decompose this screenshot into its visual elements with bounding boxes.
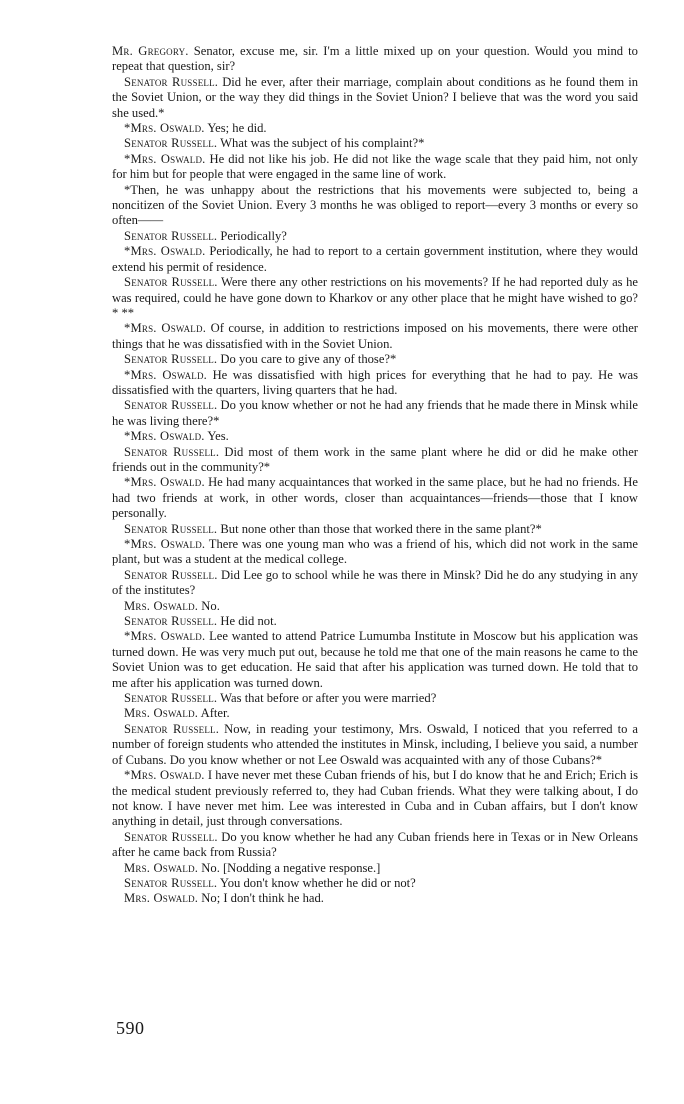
speaker-name: Mrs. Oswald. [124, 891, 199, 906]
transcript-paragraph [112, 121, 638, 136]
speech-text: I have never met these Cuban friends of his, but I do know that he and Erich; Erich is the medical student previously referred to, they had Cuban friends. What they were talking about, I do not know. I have never met him. Lee was interested in Cuba and in Cuban affairs, but I don't know anything in detail, just through conversations. [112, 768, 638, 829]
speech-text: He was dissatisfied with high prices for everything that he had to pay. He was dissatisfied with the quarters, living quarters that he had. [112, 367, 638, 397]
transcript-paragraph [112, 475, 638, 521]
transcript-paragraph [112, 445, 638, 476]
speaker-name: *Mrs. Oswald. [124, 367, 208, 382]
transcript-paragraph [112, 352, 638, 367]
speaker-name: Senator Russell. [124, 521, 218, 536]
speaker-name: Senator Russell. [124, 228, 218, 243]
speaker-name: *Mrs. Oswald. [124, 151, 206, 166]
speaker-name: *Mrs. Oswald. [124, 321, 207, 336]
speaker-name: *Mrs. Oswald. [124, 429, 205, 444]
speech-text: Yes. [204, 429, 229, 444]
transcript-paragraph [112, 244, 638, 275]
transcript-paragraph [112, 229, 638, 244]
speaker-name: *Mrs. Oswald. [124, 121, 205, 136]
transcript-paragraph [112, 537, 638, 568]
speaker-name: Senator Russell. [124, 74, 219, 89]
transcript-paragraph [112, 691, 638, 706]
transcript-paragraph [112, 275, 638, 321]
transcript-paragraph [112, 614, 638, 629]
transcript-paragraph [112, 861, 638, 876]
speech-text: Senator, excuse me, sir. I'm a little mixed up on your question. Would you mind to repeat that question, sir? [112, 44, 638, 74]
transcript-paragraph [112, 891, 638, 906]
speech-text: What was the subject of his complaint?* [217, 136, 425, 151]
speaker-name: Senator Russell. [124, 398, 218, 413]
speaker-name: Mrs. Oswald. [124, 598, 199, 613]
speech-text: Of course, in addition to restrictions imposed on his movements, there were other things that he was dissatisfied with in the Soviet Union. [112, 321, 638, 351]
transcript-paragraph [112, 152, 638, 183]
speech-text: But none other than those that worked there in the same plant?* [217, 521, 542, 536]
transcript-paragraph [112, 75, 638, 121]
speaker-name: Senator Russell. [124, 567, 218, 582]
speech-text: Were there any other restrictions on his movements? If he had reported duly as he was required, could he have gone down to Kharkov or any other place that he might have wished to go? * ** [112, 275, 639, 320]
speech-text: Did Lee go to school while he was there in Minsk? Did he do any studying in any of the institutes? [112, 567, 638, 598]
transcript-paragraph [112, 629, 638, 691]
page-number: 590 [116, 1018, 145, 1038]
transcript-paragraph [112, 183, 638, 229]
speech-text: After. [198, 706, 230, 721]
speech-text: Lee wanted to attend Patrice Lumumba Institute in Moscow but his application was turned down. He was very much put out, because he told me that one of the main reasons he came to the Soviet Union was to get education. He said that after his application was turned down. He told that to me after his application was turned down. [112, 629, 638, 690]
speaker-name: *Mrs. Oswald. [124, 475, 205, 490]
speech-text: He had many acquaintances that worked in the same place, but he had no friends. He had two friends at work, in other words, closer than acquaintances—friends—those that I know personally. [112, 475, 638, 521]
transcript-paragraph [112, 876, 638, 891]
speech-text: Yes; he did. [204, 121, 267, 136]
speaker-name: Senator Russell. [124, 444, 220, 459]
speaker-name: Mrs. Oswald. [124, 860, 199, 875]
speech-text: Periodically? [217, 228, 287, 243]
speech-text: Now, in reading your testimony, Mrs. Oswald, I noticed that you referred to a number of foreign students who attended the institutes in Minsk, including, I believe you said, a number of Cubans. Do you know whether or not Lee Oswald was acquainted with any of those Cubans?* [112, 721, 638, 767]
speech-text: Periodically, he had to report to a certain government institution, where they would extend his permit of residence. [112, 244, 638, 274]
speaker-name: *Mrs. Oswald. [124, 629, 206, 644]
transcript-paragraph [112, 321, 638, 352]
speaker-name: Senator Russell. [124, 352, 218, 367]
transcript-paragraph [112, 599, 638, 614]
speaker-name: Senator Russell. [124, 721, 220, 736]
speaker-name: *Mrs. Oswald. [124, 537, 206, 551]
speech-text: Did he ever, after their marriage, complain about conditions as he found them in the Soviet Union, or the way they did things in the Soviet Union? I believe that was the word you said she used.* [112, 74, 638, 120]
transcript-paragraph [112, 768, 638, 830]
speech-text: Was that before or after you were married? [217, 691, 437, 706]
speech-text: There was one young man who was a friend of his, which did not work in the same plant, but was a student at the medical college. [112, 537, 638, 567]
transcript-paragraph [112, 429, 638, 444]
transcript-paragraph [112, 44, 638, 75]
speech-text: *Then, he was unhappy about the restrictions that his movements were subjected to, being a noncitizen of the Soviet Union. Every 3 months he was obliged to report—every 3 months or every so often—— [112, 182, 638, 228]
speaker-name: *Mrs. Oswald. [124, 244, 206, 259]
transcript-paragraph [112, 722, 638, 768]
speech-text: Do you know whether he had any Cuban friends here in Texas or in New Orleans after he came back from Russia? [112, 829, 638, 860]
speaker-name: Senator Russell. [124, 136, 218, 151]
speech-text: Did most of them work in the same plant where he did or did he make other friends out in the community?* [112, 444, 639, 474]
speaker-name: *Mrs. Oswald. [124, 768, 205, 783]
speech-text: Do you care to give any of those?* [217, 352, 397, 367]
speech-text: No. [198, 598, 220, 613]
speaker-name: Mr. Gregory. [112, 44, 189, 58]
speaker-name: Senator Russell. [124, 275, 218, 290]
speaker-name: Senator Russell. [124, 614, 218, 629]
speaker-name: Mrs. Oswald. [124, 706, 199, 721]
speech-text: He did not. [217, 614, 277, 629]
speaker-name: Senator Russell. [124, 875, 218, 890]
transcript-paragraph [112, 568, 638, 599]
speech-text: He did not like his job. He did not like the wage scale that they paid him, not only for him but for people that were engaged in the same line of work. [112, 151, 638, 182]
transcript-paragraph [112, 706, 638, 721]
speech-text: Do you know whether or not he had any friends that he made there in Minsk while he was living there?* [112, 398, 638, 428]
transcript-paragraph [112, 368, 638, 399]
speaker-name: Senator Russell. [124, 829, 218, 844]
transcript-paragraph [112, 830, 638, 861]
speech-text: You don't know whether he did or not? [217, 875, 416, 890]
speech-text: No; I don't think he had. [198, 891, 324, 906]
speech-text: No. [Nodding a negative response.] [198, 860, 381, 875]
speaker-name: Senator Russell. [124, 691, 218, 706]
transcript-paragraph [112, 522, 638, 537]
transcript-page [112, 44, 638, 907]
transcript-paragraph [112, 136, 638, 151]
transcript-paragraph [112, 398, 638, 429]
